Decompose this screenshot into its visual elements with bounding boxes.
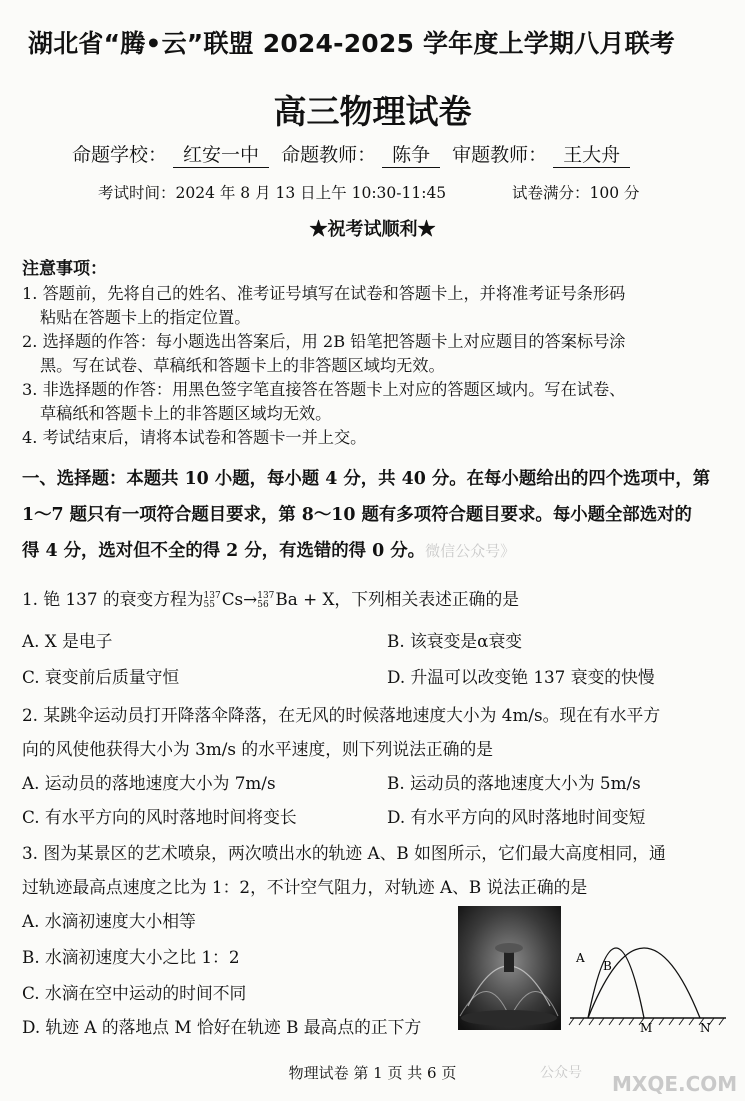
arrow-icon: → <box>243 589 258 609</box>
exam-header-line: 湖北省“腾•云”联盟 2024-2025 学年度上学期八月联考 <box>28 29 675 58</box>
meta-row <box>72 140 636 168</box>
trajectory-diagram <box>566 918 732 1036</box>
q2-option-b: B. 运动员的落地速度大小为 5m/s <box>387 773 641 793</box>
trajectory-a <box>588 948 644 1018</box>
q1-option-c: C. 衰变前后质量守恒 <box>22 667 180 687</box>
school-label: 命题学校： <box>72 144 168 166</box>
section-line: 得 4 分，选对但不全的得 2 分，有选错的得 0 分。微信公众号》 <box>22 541 516 561</box>
question-3-line: 3. 图为某景区的艺术喷泉，两次喷出水的轨迹 A、B 如图所示，它们最大高度相同，通 <box>22 843 666 863</box>
wish-line: ★祝考试顺利★ <box>309 219 436 240</box>
teacher-value: 陈争 <box>382 140 440 168</box>
note-line: 1. 答题前，先将自己的姓名、准考证号填写在试卷和答题卡上，并将准考证号条形码 <box>22 284 626 303</box>
label-n: N <box>700 1021 711 1035</box>
exam-title: 高三物理试卷 <box>273 92 472 131</box>
note-line: 粘贴在答题卡上的指定位置。 <box>40 308 251 327</box>
note-line: 2. 选择题的作答：每小题选出答案后，用 2B 铅笔把答题卡上对应题目的答案标号涂 <box>22 332 626 351</box>
school-value: 红安一中 <box>173 140 269 168</box>
reviewer-label: 审题教师： <box>452 144 548 166</box>
watermark-left: 公众号 <box>540 1065 582 1081</box>
question-3-line: 过轨迹最高点速度之比为 1：2，不计空气阻力，对轨迹 A、B 说法正确的是 <box>22 877 588 897</box>
note-line: 4. 考试结束后，请将本试卷和答题卡一并上交。 <box>22 428 367 447</box>
q3-option-d: D. 轨迹 A 的落地点 M 恰好在轨迹 B 最高点的正下方 <box>22 1017 422 1037</box>
q1-option-a: A. X 是电子 <box>22 631 113 651</box>
q3-option-a: A. 水滴初速度大小相等 <box>22 911 196 931</box>
q3-option-b: B. 水滴初速度大小之比 1：2 <box>22 947 240 967</box>
q2-option-c: C. 有水平方向的风时落地时间将变长 <box>22 807 297 827</box>
teacher-label: 命题教师： <box>281 144 377 166</box>
question-2-line: 向的风使他获得大小为 3m/s 的水平速度，则下列说法正确的是 <box>22 739 494 759</box>
page-footer: 物理试卷 第 1 页 共 6 页 <box>288 1064 457 1082</box>
exam-score: 试卷满分：100 分 <box>512 184 640 202</box>
question-1-stem: 1. 铯 137 的衰变方程为 137 55 Cs→ 137 56 Ba + X，下列相关表述正确的是 <box>22 589 520 610</box>
q1-option-d: D. 升温可以改变铯 137 衰变的快慢 <box>387 667 655 687</box>
question-2-line: 2. 某跳伞运动员打开降落伞降落，在无风的时候落地速度大小为 4m/s。现在有水平方 <box>22 705 661 725</box>
note-line: 3. 非选择题的作答：用黑色签字笔直接答在答题卡上对应的答题区域内。写在试卷、 <box>22 380 626 399</box>
exam-time: 考试时间：2024 年 8 月 13 日上午 10:30-11:45 <box>98 184 447 202</box>
q1-option-b: B. 该衰变是α衰变 <box>387 631 523 651</box>
note-line: 草稿纸和答题卡上的非答题区域均无效。 <box>40 404 332 423</box>
reviewer-value: 王大舟 <box>553 140 630 168</box>
watermark-right: MXQE.COM <box>612 1072 738 1096</box>
notes-title: 注意事项： <box>22 259 107 279</box>
fountain-photo <box>458 906 561 1030</box>
section-line: 1～7 题只有一项符合题目要求，第 8～10 题有多项符合题目要求。每小题全部选对的 <box>22 505 692 525</box>
section-line: 一、选择题：本题共 10 小题，每小题 4 分，共 40 分。在每小题给出的四个选项中，第 <box>22 469 711 489</box>
note-line: 黑。写在试卷、草稿纸和答题卡上的非答题区域均无效。 <box>40 356 445 375</box>
q2-option-d: D. 有水平方向的风时落地时间变短 <box>387 807 646 827</box>
label-a: A <box>576 951 585 965</box>
label-m: M <box>640 1021 653 1035</box>
watermark-text: 微信公众号》 <box>425 542 516 560</box>
label-b: B <box>603 959 612 973</box>
q2-option-a: A. 运动员的落地速度大小为 7m/s <box>22 773 276 793</box>
q3-option-c: C. 水滴在空中运动的时间不同 <box>22 983 247 1003</box>
